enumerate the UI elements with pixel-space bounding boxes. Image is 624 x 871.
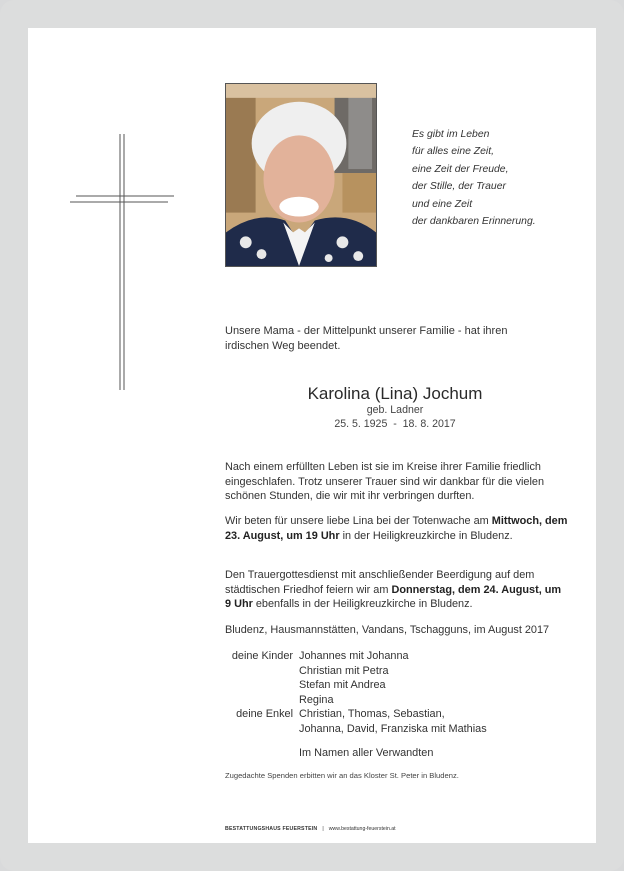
poem-line: für alles eine Zeit, [412, 146, 495, 158]
deceased-name: Karolina (Lina) Jochum [307, 384, 483, 403]
children-label: deine Kinder [231, 650, 293, 662]
grandchild-entry: Johanna, David, Franziska mit Mathias [299, 722, 487, 735]
places-date: Bludenz, Hausmannstätten, Vandans, Tschagguns, im August 2017 [225, 624, 550, 636]
cross-icon [70, 134, 174, 390]
wake-location: in der Heiligkreuzkirche in Bludenz. [339, 529, 513, 542]
signoff: Im Namen aller Verwandten [299, 747, 434, 759]
paragraph-wake [225, 514, 570, 543]
poem-line: Es gibt im Leben [412, 129, 490, 140]
funeral-text: Den Trauergottesdienst mit anschließender Beerdigung auf dem städtischen Friedhof feiern wir am [225, 569, 535, 596]
donation-note: Zugedachte Spenden erbitten wir an das Kloster St. Peter in Bludenz. [225, 771, 459, 780]
poem [412, 126, 582, 230]
wake-date: Mittwoch, dem 23. August, um 19 Uhr [225, 515, 568, 542]
paragraph-funeral [225, 568, 570, 612]
poem-line: der Stille, der Trauer [412, 181, 506, 193]
grandchild-entry: Christian, Thomas, Sebastian, [299, 708, 445, 720]
child-entry: Stefan mit Andrea [299, 679, 386, 691]
portrait-photo [225, 83, 377, 267]
footer-company: BESTATTUNGSHAUS FEUERSTEIN [225, 826, 318, 832]
poem-line: der dankbaren Erinnerung. [412, 216, 536, 228]
footer-separator: | [322, 826, 324, 832]
family-list [225, 649, 570, 736]
grandchildren-label: deine Enkel [236, 708, 293, 720]
life-dates: 25. 5. 1925 - 18. 8. 2017 [334, 418, 456, 430]
footer [225, 826, 396, 833]
poem-line: und eine Zeit [412, 198, 473, 210]
birth-name: geb. Ladner [366, 404, 424, 416]
child-entry: Christian mit Petra [299, 664, 389, 677]
funeral-location: ebenfalls in der Heiligkreuzkirche in Bludenz. [252, 598, 473, 611]
child-entry: Regina [299, 693, 334, 706]
intro-text: Unsere Mama - der Mittelpunkt unserer Familie - hat ihren irdischen Weg beendet. [225, 325, 508, 352]
child-entry: Johannes mit Johanna [299, 650, 409, 662]
paragraph-passing: Nach einem erfüllten Leben ist sie im Kreise ihrer Familie friedlich eingeschlafen. Trotz unserer Trauer sind wir dankbar für die vielen schönen Stunden, die wir mit ihr verbringen durften. [225, 461, 545, 503]
poem-line: eine Zeit der Freude, [412, 163, 509, 175]
funeral-date: Donnerstag, dem 24. August, um 9 Uhr [225, 583, 562, 611]
wake-text: Wir beten für unsere liebe Lina bei der Totenwache am [225, 515, 492, 527]
footer-website: www.bestattung-feuerstein.at [328, 826, 396, 832]
